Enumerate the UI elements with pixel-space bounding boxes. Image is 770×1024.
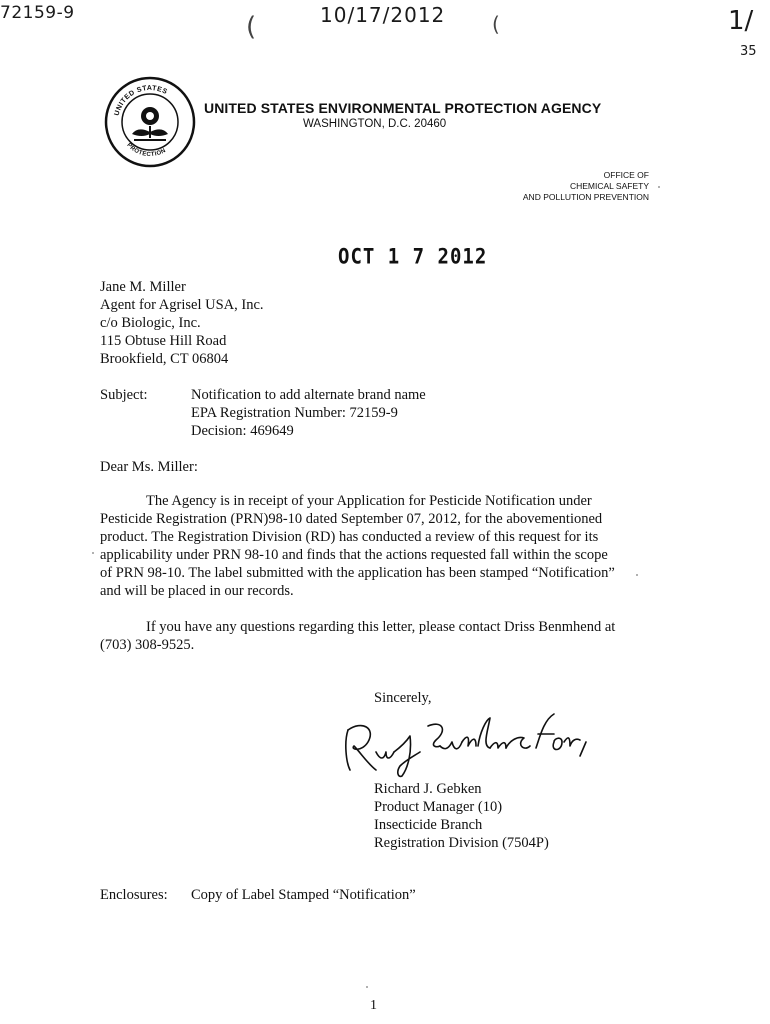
scan-speck xyxy=(366,986,368,988)
page-number: 1 xyxy=(370,998,377,1013)
epa-seal-icon xyxy=(104,76,196,168)
paragraph-line: If you have any questions regarding this letter, please contact Driss Benmhend at xyxy=(146,619,616,635)
enclosure-text: Copy of Label Stamped “Notification” xyxy=(191,887,416,903)
salutation: Dear Ms. Miller: xyxy=(100,459,198,475)
closing: Sincerely, xyxy=(374,690,432,706)
paragraph-line: (703) 308-9525. xyxy=(100,637,195,653)
enclosure-label: Enclosures: xyxy=(100,887,168,903)
agency-name: UNITED STATES ENVIRONMENTAL PROTECTION AGENCY xyxy=(204,100,602,116)
scan-speck xyxy=(636,574,638,576)
office-line: CHEMICAL SAFETY xyxy=(569,181,649,191)
handwritten-mark: ( xyxy=(492,12,500,36)
recipient-line: Brookfield, CT 06804 xyxy=(100,351,229,367)
paragraph-line: The Agency is in receipt of your Application for Pesticide Notification under xyxy=(146,493,592,509)
signer-name: Richard J. Gebken xyxy=(374,781,482,797)
handwritten-date: 10/17/2012 xyxy=(320,3,446,27)
date-stamp: OCT 1 7 2012 xyxy=(338,245,488,270)
signer-title: Product Manager (10) xyxy=(374,799,503,815)
paragraph-line: and will be placed in our records. xyxy=(100,583,294,599)
signer-division: Registration Division (7504P) xyxy=(374,835,549,851)
subject-lines xyxy=(191,386,426,440)
recipient-address xyxy=(100,278,264,368)
seal-text-top: UNITED STATES xyxy=(113,84,169,117)
recipient-line: Jane M. Miller xyxy=(100,279,186,295)
scan-speck xyxy=(658,186,660,188)
handwritten-signature xyxy=(340,712,615,780)
signer-branch: Insecticide Branch xyxy=(374,817,483,833)
paragraph-line: product. The Registration Division (RD) has conducted a review of this request for its xyxy=(100,529,599,545)
subject-line: Decision: 469649 xyxy=(191,423,294,439)
handwritten-mark: ( xyxy=(246,12,257,42)
seal-text-bottom: PROTECTION xyxy=(125,142,168,159)
paragraph-line: of PRN 98-10. The label submitted with the application has been stamped “Notification” xyxy=(100,565,615,581)
handwritten-registration-number: 72159-9 xyxy=(0,3,75,23)
office-block xyxy=(523,170,649,203)
recipient-line: 115 Obtuse Hill Road xyxy=(100,333,227,349)
recipient-line: c/o Biologic, Inc. xyxy=(100,315,201,331)
scan-speck xyxy=(92,552,94,554)
recipient-line: Agent for Agrisel USA, Inc. xyxy=(100,297,264,313)
handwritten-page-total: 35 xyxy=(740,44,757,59)
subject-line: Notification to add alternate brand name xyxy=(191,387,426,403)
signer-block xyxy=(374,780,549,852)
subject-line: EPA Registration Number: 72159-9 xyxy=(191,405,398,421)
paragraph-line: applicability under PRN 98-10 and finds that the actions requested fall within the scope xyxy=(100,547,608,563)
handwritten-page-mark: 1/ xyxy=(728,6,754,36)
office-line: OFFICE OF xyxy=(603,170,649,180)
paragraph-line: Pesticide Registration (PRN)98-10 dated September 07, 2012, for the abovementioned xyxy=(100,511,603,527)
subject-label: Subject: xyxy=(100,387,148,403)
body-paragraph-2 xyxy=(100,618,615,654)
body-paragraph-1 xyxy=(100,492,615,600)
office-line: AND POLLUTION PREVENTION xyxy=(522,192,649,202)
agency-address: WASHINGTON, D.C. 20460 xyxy=(303,118,447,130)
